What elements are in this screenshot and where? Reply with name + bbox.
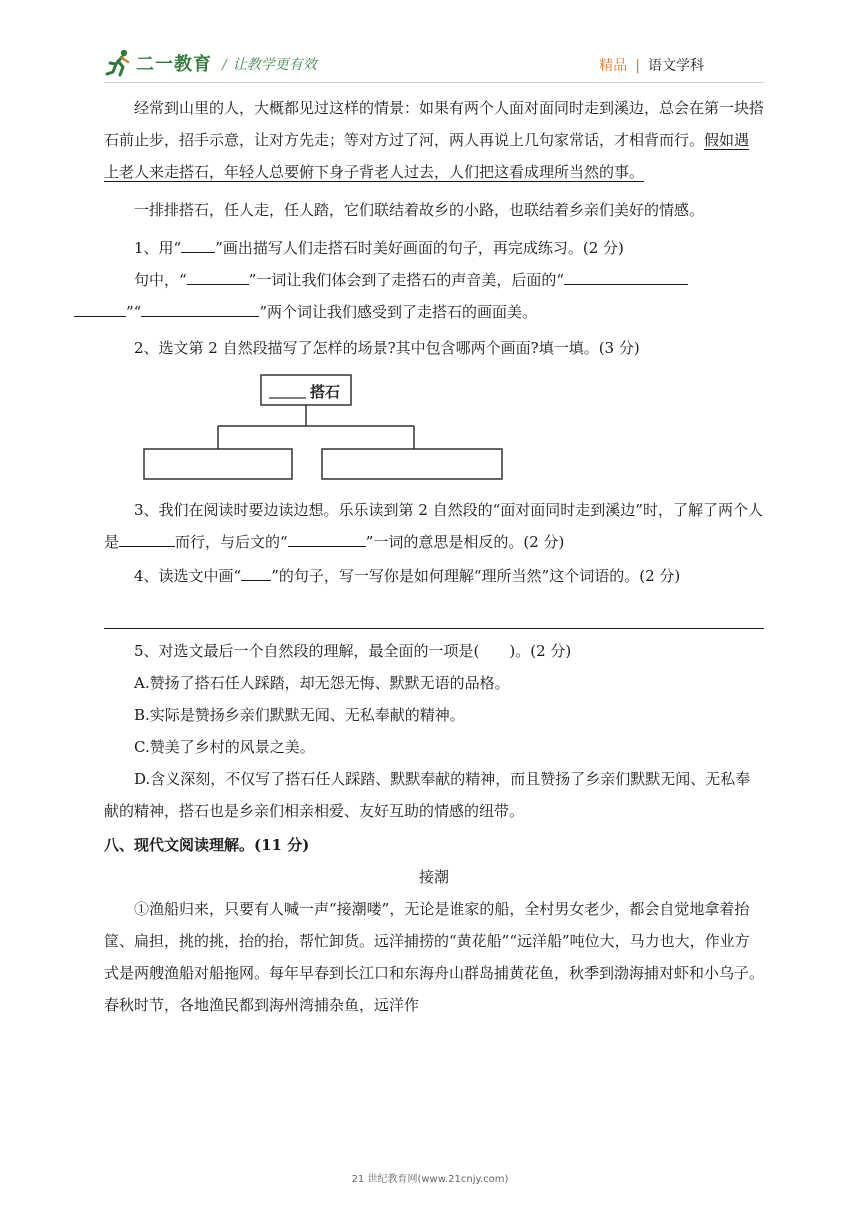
page-header: [104, 48, 764, 82]
section-8-heading: 八、现代文阅读理解。(11 分): [104, 836, 310, 854]
article-paragraph-1: ①渔船归来，只要有人喊一声“接潮喽”，无论是谁家的船，全村男女老少，都会自觉地拿着抬筐、扁担，挑的挑，抬的抬，帮忙卸货。远洋捕捞的“黄花船”“远洋船”吨位大，马力也大，作业方式是两艘渔船对船拖网。每年早春到长江口和东海舟山群岛捕黄花鱼，秋季到渤海捕对虾和小乌子。春秋时节，各地渔民都到海州湾捕杂鱼，远洋作: [104, 900, 765, 1014]
question-1: [104, 232, 764, 264]
question-3: [104, 494, 764, 558]
q1-blank-2a[interactable]: [564, 266, 688, 285]
q4-underline-sample: [241, 562, 271, 581]
passage-paragraph-1: [104, 92, 764, 188]
question-2: 2、选文第 2 自然段描写了怎样的场景?其中包含哪两个画面?填一填。(3 分): [134, 339, 640, 357]
q2-diagram: [104, 366, 764, 494]
page-footer: 21 世纪教育网(www.21cnjy.com): [351, 1174, 509, 1185]
subject-label: 语文学科: [648, 58, 704, 74]
q1-blank-3[interactable]: [141, 298, 259, 317]
q3-blank-1[interactable]: [119, 528, 175, 547]
premium-label: 精品: [599, 58, 628, 74]
q1-blank-1[interactable]: [187, 266, 249, 285]
slogan: / 让教学更有效: [222, 57, 317, 73]
question-1-fill: [104, 264, 764, 328]
q4-text-a: 4、读选文中画“: [134, 567, 242, 585]
q1-text-b: ”画出描写人们走搭石时美好画面的句子，再完成练习。(2 分): [215, 239, 624, 257]
q2-tree-diagram: [104, 366, 764, 494]
q1-fill-text-c: ”“: [126, 303, 142, 321]
q3-blank-2[interactable]: [288, 528, 366, 547]
q1-fill-text-d: ”两个词让我们感受到了走搭石的画面美。: [259, 303, 538, 321]
q5-option-c[interactable]: C.赞美了乡村的风景之美。: [134, 738, 315, 756]
passage-paragraph-2: 一排排搭石，任人走，任人踏，它们联结着故乡的小路，也联结着乡亲们美好的情感。: [134, 201, 705, 219]
q2-left-answer-box[interactable]: [144, 449, 292, 479]
article-title: 接潮: [418, 868, 449, 886]
page-content: [104, 92, 764, 1021]
q1-underline-sample: [181, 234, 215, 253]
q1-fill-text-a: 句中，“: [134, 271, 187, 289]
header-divider: [104, 82, 764, 83]
question-4: [104, 560, 764, 592]
q1-fill-text-b: ”一词让我们体会到了走搭石的声音美，后面的“: [248, 271, 565, 289]
q3-text-b: 而行，与后文的“: [175, 533, 288, 551]
logo-text: 二一教育: [136, 54, 212, 75]
q3-text-c: ”一词的意思是相反的。(2 分): [365, 533, 565, 551]
q5-option-d[interactable]: D.含义深刻，不仅写了搭石任人踩踏、默默奉献的精神，而且赞扬了乡亲们默默无闻、无私奉献的精神，搭石也是乡亲们相亲相爱、友好互助的情感的纽带。: [104, 770, 751, 820]
q4-answer-line[interactable]: [104, 592, 764, 629]
slogan-text: 让教学更有效: [232, 57, 317, 73]
passage-text: 经常到山里的人，大概都见过这样的情景：如果有两个人面对面同时走到溪边，总会在第一块搭石前止步，招手示意，让对方先走；等对方过了河，两人再说上几句家常话，才相背而行。: [104, 99, 765, 149]
q4-text-b: ”的句子，写一写你是如何理解“理所当然”这个词语的。(2 分): [271, 567, 681, 585]
q3-text-a: 3、我们在阅读时要边读边想。乐乐读到第 2 自然段的“面对面同时走到溪边”时，了解了两个人是: [104, 501, 763, 551]
runner-logo-icon: [104, 48, 134, 78]
q2-box-label: 搭石: [310, 383, 341, 401]
q1-blank-2b[interactable]: [74, 298, 126, 317]
header-separator: |: [635, 58, 640, 74]
q5-option-b[interactable]: B.实际是赞扬乡亲们默默无闻、无私奉献的精神。: [134, 706, 465, 724]
q2-right-answer-box[interactable]: [322, 449, 502, 479]
q1-text-a: 1、用“: [134, 239, 182, 257]
header-right: [599, 55, 704, 75]
logo: [104, 48, 212, 78]
q5-option-a[interactable]: A.赞扬了搭石任人踩踏，却无怨无悔、默默无语的品格。: [134, 674, 510, 692]
question-5: 5、对选文最后一个自然段的理解，最全面的一项是( )。(2 分): [134, 642, 572, 660]
underlined-sentence: 假如遇上老人来走搭石，年轻人总要俯下身子背老人过去，人们把这看成理所当然的事。: [104, 131, 750, 181]
